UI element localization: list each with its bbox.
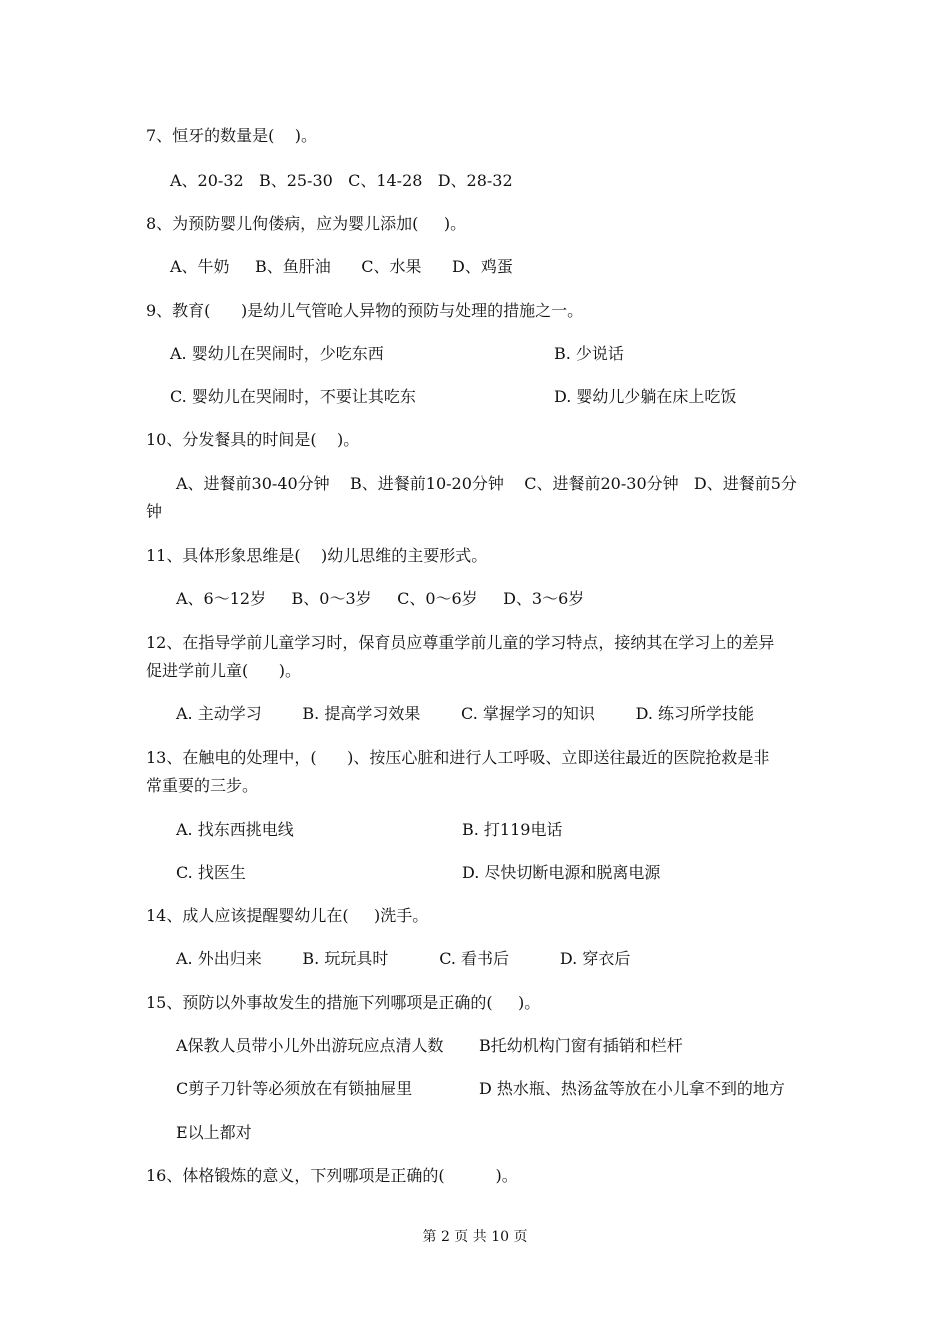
question-13-option-b: B. 打119电话 — [462, 820, 563, 839]
question-11-stem: 11、具体形象思维是( )幼儿思维的主要形式。 — [146, 546, 488, 565]
question-13-stem: 13、在触电的处理中，( )、按压心脏和进行人工呼吸、立即送往最近的医院抢救是非 — [146, 748, 770, 767]
question-9-option-d: D. 婴幼儿少躺在床上吃饭 — [554, 387, 737, 406]
question-15-option-a: A保教人员带小儿外出游玩应点清人数 — [176, 1036, 444, 1055]
question-12-stem: 12、在指导学前儿童学习时，保育员应尊重学前儿童的学习特点，接纳其在学习上的差异 — [146, 633, 775, 652]
question-10-options-continued: 钟 — [146, 502, 163, 521]
question-9-option-a: A. 婴幼儿在哭闹时，少吃东西 — [170, 344, 384, 363]
question-8-options: A、牛奶 B、鱼肝油 C、水果 D、鸡蛋 — [170, 257, 513, 276]
question-7-options: A、20-32 B、25-30 C、14-28 D、28-32 — [170, 171, 513, 190]
question-9-stem: 9、教育( )是幼儿气管呛人异物的预防与处理的措施之一。 — [146, 301, 584, 320]
question-9-option-c: C. 婴幼儿在哭闹时，不要让其吃东 — [170, 387, 416, 406]
question-15-option-d: D 热水瓶、热汤盆等放在小儿拿不到的地方 — [479, 1079, 785, 1098]
question-13-stem-continued: 常重要的三步。 — [146, 776, 259, 795]
question-9-option-b: B. 少说话 — [554, 344, 624, 363]
question-15-option-c: C剪子刀针等必须放在有锁抽屉里 — [176, 1079, 413, 1098]
question-16-stem: 16、体格锻炼的意义，下列哪项是正确的( )。 — [146, 1166, 518, 1185]
question-13-option-a: A. 找东西挑电线 — [176, 820, 294, 839]
question-10-options: A、进餐前30-40分钟 B、进餐前10-20分钟 C、进餐前20-30分钟 D、进餐前5分 — [176, 474, 797, 493]
question-14-options: A. 外出归来 B. 玩玩具时 C. 看书后 D. 穿衣后 — [176, 949, 631, 968]
question-11-options: A、6～12岁 B、0～3岁 C、0～6岁 D、3～6岁 — [176, 589, 585, 608]
question-12-options: A. 主动学习 B. 提高学习效果 C. 掌握学习的知识 D. 练习所学技能 — [176, 704, 754, 723]
question-12-stem-continued: 促进学前儿童( )。 — [146, 661, 302, 680]
question-15-stem: 15、预防以外事故发生的措施下列哪项是正确的( )。 — [146, 993, 541, 1012]
question-13-option-d: D. 尽快切断电源和脱离电源 — [462, 863, 661, 882]
question-15-option-e: E以上都对 — [176, 1123, 252, 1142]
question-15-option-b: B托幼机构门窗有插销和栏杆 — [479, 1036, 683, 1055]
question-7-stem: 7、恒牙的数量是( )。 — [146, 126, 318, 145]
question-13-option-c: C. 找医生 — [176, 863, 246, 882]
question-10-stem: 10、分发餐具的时间是( )。 — [146, 430, 360, 449]
question-8-stem: 8、为预防婴儿佝偻病，应为婴儿添加( )。 — [146, 214, 467, 233]
question-14-stem: 14、成人应该提醒婴幼儿在( )洗手。 — [146, 906, 429, 925]
page-footer: 第 2 页 共 10 页 — [422, 1229, 528, 1245]
